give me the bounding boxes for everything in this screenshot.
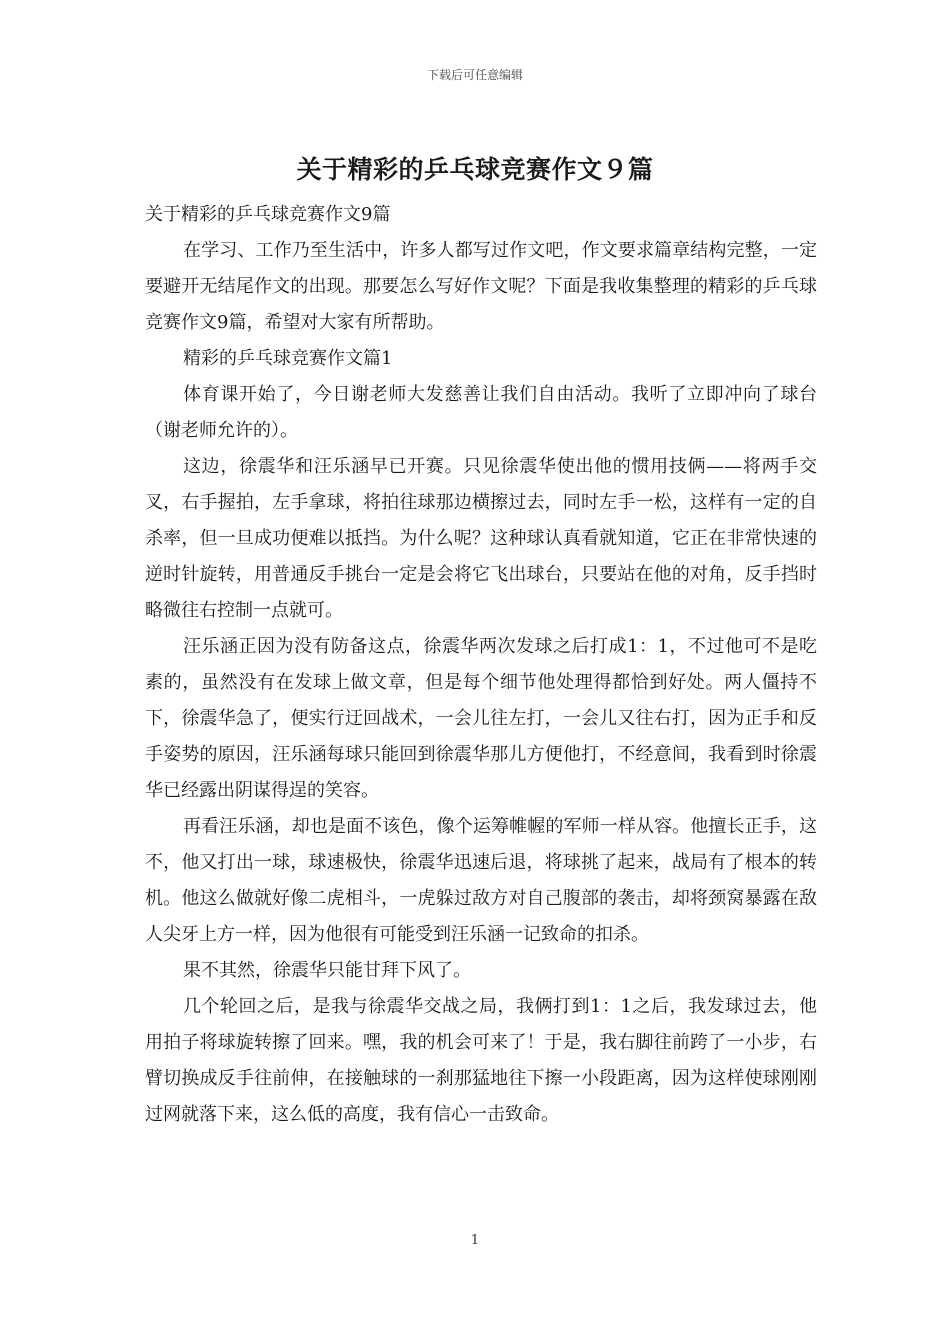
paragraph: 体育课开始了，今日谢老师大发慈善让我们自由活动。我听了立即冲向了球台（谢老师允许的）。 [145,384,817,441]
paragraph: 汪乐涵正因为没有防备这点，徐震华两次发球之后打成1：1，不过他可不是吃素的，虽然没有在发球上做文章，但是每个细节他处理得都恰到好处。两人僵持不下，徐震华急了，便实行迂回战术，一会儿往左打，一会儿又往右打，因为正手和反手姿势的原因，汪乐涵每球只能回到徐震华那儿方便他打，不经意间，我看到时徐震华已经露出阴谋得逞的笑容。 [145,636,817,801]
paragraph-intro: 在学习、工作乃至生活中，许多人都写过作文吧，作文要求篇章结构完整，一定要避开无结尾作文的出现。那要怎么写好作文呢？下面是我收集整理的精彩的乒乓球竞赛作文9篇，希望对大家有所帮助。 [145,240,817,333]
paragraph: 再看汪乐涵，却也是面不该色，像个运筹帷幄的军师一样从容。他擅长正手，这不，他又打出一球，球速极快，徐震华迅速后退，将球挑了起来，战局有了根本的转机。他这么做就好像二虎相斗，一虎躲过敌方对自己腹部的袭击，却将颈窝暴露在敌人尖牙上方一样，因为他很有可能受到汪乐涵一记致命的扣杀。 [145,816,817,945]
page-number: 1 [470,1233,480,1248]
document-body [145,197,817,1133]
paragraph: 几个轮回之后，是我与徐震华交战之局，我俩打到1：1之后，我发球过去，他用拍子将球旋转擦了回来。嘿，我的机会可来了！于是，我右脚往前跨了一小步，右臂切换成反手往前伸，在接触球的一刹那猛地往下擦一小段距离，因为这样使球刚刚过网就落下来，这么低的高度，我有信心一击致命。 [145,996,817,1125]
section-heading: 精彩的乒乓球竞赛作文篇1 [183,348,393,369]
page-header: 下载后可任意编辑 [426,68,523,82]
document-subtitle: 关于精彩的乒乓球竞赛作文9篇 [145,204,391,225]
paragraph: 果不其然，徐震华只能甘拜下风了。 [183,960,471,981]
document-title: 关于精彩的乒乓球竞赛作文９篇 [296,155,654,184]
paragraph: 这边，徐震华和汪乐涵早已开赛。只见徐震华使出他的惯用技俩——将两手交叉，右手握拍，左手拿球，将拍往球那边横擦过去，同时左手一松，这样有一定的自杀率，但一旦成功便难以抵挡。为什么呢？这种球认真看就知道，它正在非常快速的逆时针旋转，用普通反手挑台一定是会将它飞出球台，只要站在他的对角，反手挡时略微往右控制一点就可。 [145,456,817,621]
